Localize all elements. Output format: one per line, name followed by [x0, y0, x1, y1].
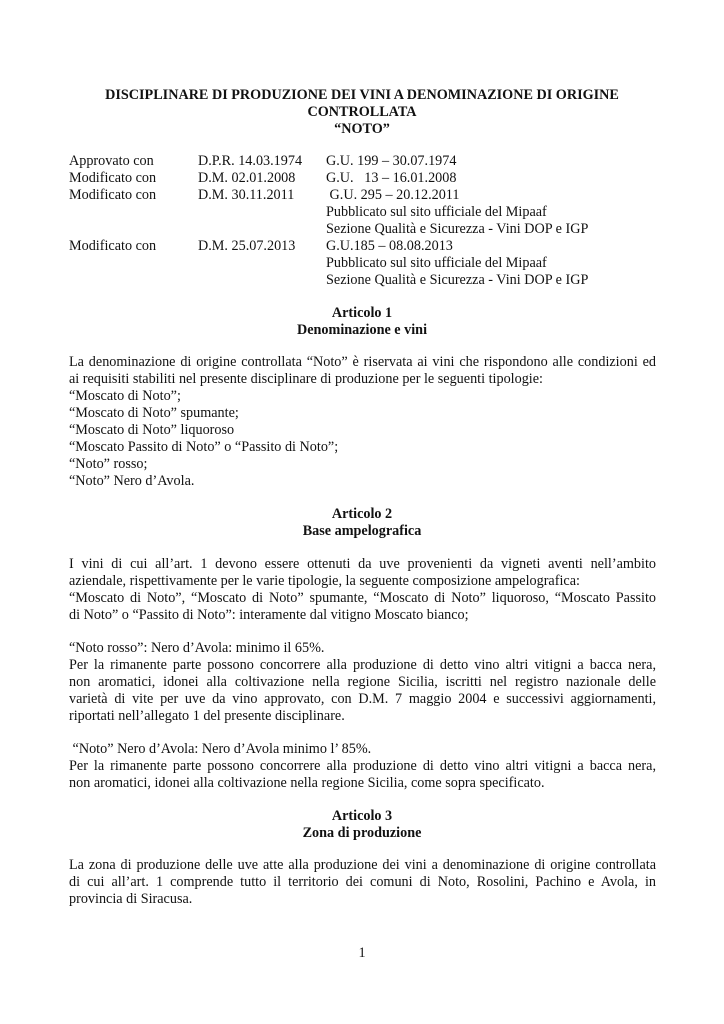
- paragraph-line: La denominazione di origine controllata “Noto” è riservata ai vini che rispondono alle condizioni ed: [69, 354, 656, 370]
- paragraph-line: di Noto” o “Passito di Noto”: interamente dal vitigno Moscato bianco;: [69, 607, 469, 623]
- paragraph-line: I vini di cui all’art. 1 devono essere ottenuti da uve provenienti da vigneti aventi nell’ambito: [69, 556, 656, 572]
- paragraph-line: Per la rimanente parte possono concorrere alla produzione di detto vino altri vitigni a bacca nera,: [69, 758, 656, 774]
- title-line-1: DISCIPLINARE DI PRODUZIONE DEI VINI A DENOMINAZIONE DI ORIGINE: [105, 87, 619, 103]
- approval-row: [69, 187, 659, 204]
- approval-note: Sezione Qualità e Sicurezza - Vini DOP e IGP: [326, 221, 589, 237]
- wine-type-item: “Noto” rosso;: [69, 456, 148, 472]
- approval-row: [69, 255, 659, 272]
- article-2-paragraph-1: [69, 556, 656, 624]
- paragraph-line: provincia di Siracusa.: [69, 891, 193, 907]
- article-2-paragraph-2: [69, 640, 656, 725]
- wine-type-item: “Moscato di Noto” liquoroso: [69, 422, 235, 438]
- approval-gazette: G.U. 199 – 30.07.1974: [326, 153, 457, 169]
- article-title: Denominazione e vini: [296, 322, 428, 338]
- approval-row: [69, 204, 659, 221]
- paragraph-line: “Moscato di Noto”, “Moscato di Noto” spumante, “Moscato di Noto” liquoroso, “Moscato Passito: [69, 590, 656, 606]
- approval-gazette: G.U. 13 – 16.01.2008: [326, 170, 457, 186]
- wine-type-item: “Moscato Passito di Noto” o “Passito di Noto”;: [69, 439, 339, 455]
- wine-type-item: “Moscato di Noto” spumante;: [69, 405, 239, 421]
- article-2-paragraph-3: [69, 741, 656, 792]
- page-number: 1: [358, 945, 366, 961]
- article-3-heading: [69, 808, 655, 842]
- approval-label: Modificato con: [69, 238, 157, 254]
- paragraph-line: “Noto” Nero d’Avola: Nero d’Avola minimo l’ 85%.: [69, 741, 372, 757]
- paragraph-line: “Noto rosso”: Nero d’Avola: minimo il 65%.: [69, 640, 325, 656]
- document-title: [69, 87, 655, 138]
- article-title: Zona di produzione: [302, 825, 422, 841]
- approval-gazette: G.U. 295 – 20.12.2011: [326, 187, 460, 203]
- article-title: Base ampelografica: [302, 523, 422, 539]
- approval-row: [69, 238, 659, 255]
- article-3-paragraph-1: [69, 857, 656, 908]
- article-2-heading: [69, 506, 655, 540]
- approval-row: [69, 272, 659, 289]
- paragraph-line: La zona di produzione delle uve atte alla produzione dei vini a denominazione di origine controllata: [69, 857, 656, 873]
- approval-label: Modificato con: [69, 187, 157, 203]
- paragraph-line: riportati nell’allegato 1 del presente disciplinare.: [69, 708, 345, 724]
- approval-decree: D.M. 02.01.2008: [198, 170, 296, 186]
- approval-note: Pubblicato sul sito ufficiale del Mipaaf: [326, 255, 547, 271]
- article-number: Articolo 1: [331, 305, 393, 321]
- approval-decree: D.M. 30.11.2011: [198, 187, 295, 203]
- wine-type-item: “Moscato di Noto”;: [69, 388, 181, 404]
- title-line-3: “NOTO”: [334, 121, 390, 137]
- article-1-heading: [69, 305, 655, 339]
- approval-decree: D.M. 25.07.2013: [198, 238, 296, 254]
- approval-row: [69, 153, 659, 170]
- approval-gazette: G.U.185 – 08.08.2013: [326, 238, 453, 254]
- paragraph-line: di cui all’art. 1 comprende tutto il territorio dei comuni di Noto, Rosolini, Pachino e Avola, in: [69, 874, 656, 890]
- title-line-2: CONTROLLATA: [307, 104, 417, 120]
- paragraph-line: non aromatici, idonei alla coltivazione nella regione Sicilia, iscritti nel registro nazionale delle: [69, 674, 656, 690]
- wine-type-item: “Noto” Nero d’Avola.: [69, 473, 195, 489]
- approval-row: [69, 221, 659, 238]
- approval-decree: D.P.R. 14.03.1974: [198, 153, 303, 169]
- approval-row: [69, 170, 659, 187]
- paragraph-line: ai requisiti stabiliti nel presente disciplinare di produzione per le seguenti tipologie:: [69, 371, 543, 387]
- article-number: Articolo 3: [331, 808, 393, 824]
- approval-label: Modificato con: [69, 170, 157, 186]
- approval-note: Pubblicato sul sito ufficiale del Mipaaf: [326, 204, 547, 220]
- paragraph-line: Per la rimanente parte possono concorrere alla produzione di detto vino altri vitigni a bacca nera,: [69, 657, 656, 673]
- paragraph-line: aziendale, rispettivamente per le varie tipologie, la seguente composizione ampelografica:: [69, 573, 580, 589]
- paragraph-line: non aromatici, idonei alla coltivazione nella regione Sicilia, come sopra specificato.: [69, 775, 545, 791]
- approvals-table: [69, 153, 659, 289]
- article-1-body: [69, 354, 656, 490]
- approval-note: Sezione Qualità e Sicurezza - Vini DOP e IGP: [326, 272, 589, 288]
- paragraph-line: varietà di vite per uve da vino approvato, con D.M. 7 maggio 2004 e successivi aggiornamenti,: [69, 691, 656, 707]
- approval-label: Approvato con: [69, 153, 154, 169]
- article-number: Articolo 2: [331, 506, 393, 522]
